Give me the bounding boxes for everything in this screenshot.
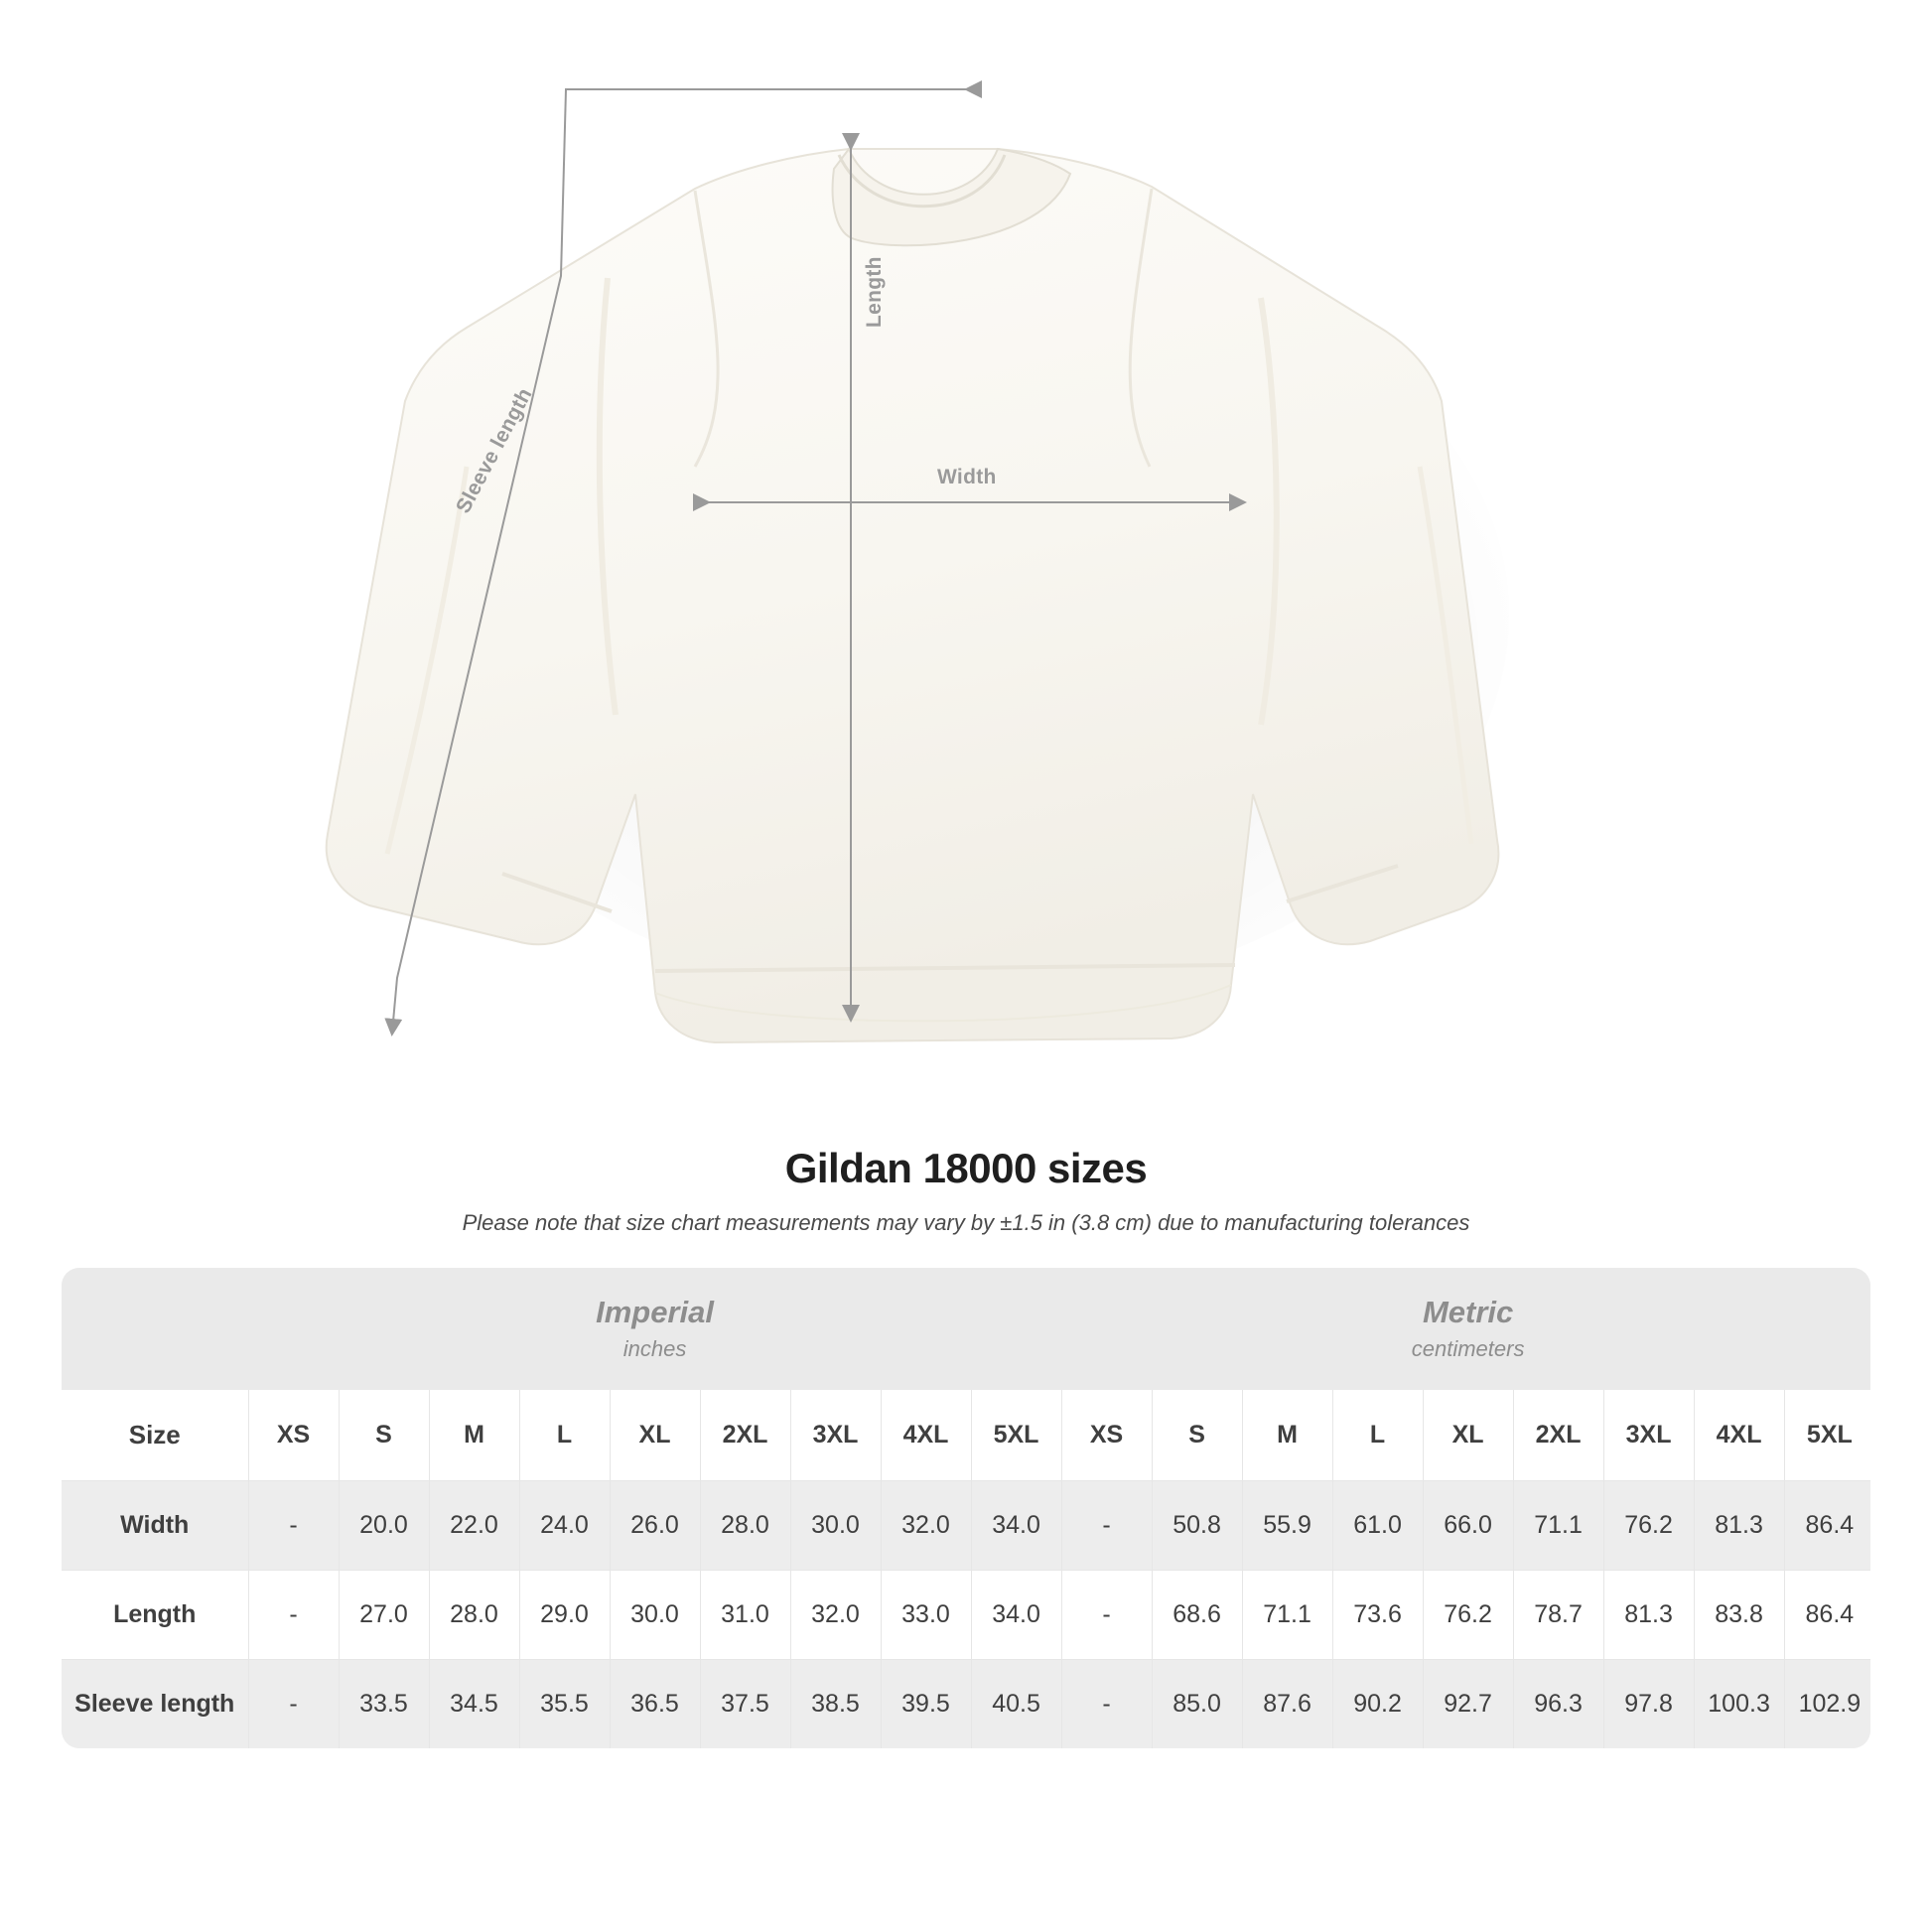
length-13: 76.2 (1423, 1570, 1513, 1659)
unit-metric-name: Metric (1422, 1295, 1514, 1329)
sleeve-10: 85.0 (1152, 1659, 1242, 1748)
length-7: 33.0 (881, 1570, 971, 1659)
header-col-14: 2XL (1513, 1390, 1603, 1481)
width-5: 28.0 (700, 1480, 790, 1570)
sleeve-3: 35.5 (519, 1659, 610, 1748)
header-col-13: XL (1423, 1390, 1513, 1481)
length-6: 32.0 (790, 1570, 881, 1659)
header-col-15: 3XL (1603, 1390, 1694, 1481)
width-15: 76.2 (1603, 1480, 1694, 1570)
width-9: - (1061, 1480, 1152, 1570)
width-13: 66.0 (1423, 1480, 1513, 1570)
unit-imperial-name: Imperial (596, 1295, 714, 1329)
table-row (62, 1570, 1870, 1659)
sleeve-9: - (1061, 1659, 1152, 1748)
width-12: 61.0 (1332, 1480, 1423, 1570)
length-14: 78.7 (1513, 1570, 1603, 1659)
header-col-17: 5XL (1784, 1390, 1870, 1481)
header-size: Size (62, 1390, 248, 1481)
size-table (62, 1268, 1870, 1748)
header-col-4: XL (610, 1390, 700, 1481)
width-16: 81.3 (1694, 1480, 1784, 1570)
length-9: - (1061, 1570, 1152, 1659)
sleeve-7: 39.5 (881, 1659, 971, 1748)
length-3: 29.0 (519, 1570, 610, 1659)
tolerance-note: Please note that size chart measurements may vary by ±1.5 in (3.8 cm) due to manufacturing tolerances (462, 1210, 1470, 1235)
width-14: 71.1 (1513, 1480, 1603, 1570)
header-col-6: 3XL (790, 1390, 881, 1481)
header-col-11: M (1242, 1390, 1332, 1481)
length-11: 71.1 (1242, 1570, 1332, 1659)
length-dimension-label: Length (863, 256, 886, 328)
sleeve-12: 90.2 (1332, 1659, 1423, 1748)
sleeve-15: 97.8 (1603, 1659, 1694, 1748)
width-10: 50.8 (1152, 1480, 1242, 1570)
sleeve-4: 36.5 (610, 1659, 700, 1748)
header-col-7: 4XL (881, 1390, 971, 1481)
length-12: 73.6 (1332, 1570, 1423, 1659)
header-col-8: 5XL (971, 1390, 1061, 1481)
sleeve-6: 38.5 (790, 1659, 881, 1748)
length-5: 31.0 (700, 1570, 790, 1659)
unit-header-row (62, 1268, 1870, 1390)
header-col-2: M (429, 1390, 519, 1481)
length-10: 68.6 (1152, 1570, 1242, 1659)
header-col-0: XS (248, 1390, 339, 1481)
length-8: 34.0 (971, 1570, 1061, 1659)
sleeve-14: 96.3 (1513, 1659, 1603, 1748)
size-table-container (62, 1268, 1870, 1748)
unit-metric (1061, 1268, 1870, 1390)
length-0: - (248, 1570, 339, 1659)
unit-metric-sub: centimeters (1411, 1335, 1525, 1361)
header-col-12: L (1332, 1390, 1423, 1481)
header-col-5: 2XL (700, 1390, 790, 1481)
table-row (62, 1659, 1870, 1748)
width-17: 86.4 (1784, 1480, 1870, 1570)
width-11: 55.9 (1242, 1480, 1332, 1570)
row-label-sleeve-length: Sleeve length (62, 1659, 248, 1748)
header-col-16: 4XL (1694, 1390, 1784, 1481)
sleeve-8: 40.5 (971, 1659, 1061, 1748)
header-col-3: L (519, 1390, 610, 1481)
page-title: Gildan 18000 sizes (784, 1145, 1148, 1191)
width-2: 22.0 (429, 1480, 519, 1570)
length-2: 28.0 (429, 1570, 519, 1659)
table-row (62, 1480, 1870, 1570)
sleeve-11: 87.6 (1242, 1659, 1332, 1748)
header-col-10: S (1152, 1390, 1242, 1481)
width-1: 20.0 (339, 1480, 429, 1570)
unit-spacer (62, 1268, 248, 1390)
unit-imperial-sub: inches (622, 1335, 687, 1361)
length-17: 86.4 (1784, 1570, 1870, 1659)
sleeve-2: 34.5 (429, 1659, 519, 1748)
header-col-1: S (339, 1390, 429, 1481)
unit-imperial (248, 1268, 1061, 1390)
sleeve-0: - (248, 1659, 339, 1748)
width-6: 30.0 (790, 1480, 881, 1570)
sleeve-17: 102.9 (1784, 1659, 1870, 1748)
width-8: 34.0 (971, 1480, 1061, 1570)
sleeve-16: 100.3 (1694, 1659, 1784, 1748)
title-block (0, 1145, 1932, 1236)
header-col-9: XS (1061, 1390, 1152, 1481)
sleeve-1: 33.5 (339, 1659, 429, 1748)
length-16: 83.8 (1694, 1570, 1784, 1659)
row-label-width: Width (62, 1480, 248, 1570)
length-1: 27.0 (339, 1570, 429, 1659)
width-dimension-label: Width (937, 466, 997, 488)
length-4: 30.0 (610, 1570, 700, 1659)
length-15: 81.3 (1603, 1570, 1694, 1659)
width-3: 24.0 (519, 1480, 610, 1570)
sleeve-13: 92.7 (1423, 1659, 1513, 1748)
column-header-row (62, 1390, 1870, 1481)
width-7: 32.0 (881, 1480, 971, 1570)
sleeve-5: 37.5 (700, 1659, 790, 1748)
width-4: 26.0 (610, 1480, 700, 1570)
width-0: - (248, 1480, 339, 1570)
row-label-length: Length (62, 1570, 248, 1659)
sleeve-length-dimension-label: Sleeve length (452, 384, 537, 517)
